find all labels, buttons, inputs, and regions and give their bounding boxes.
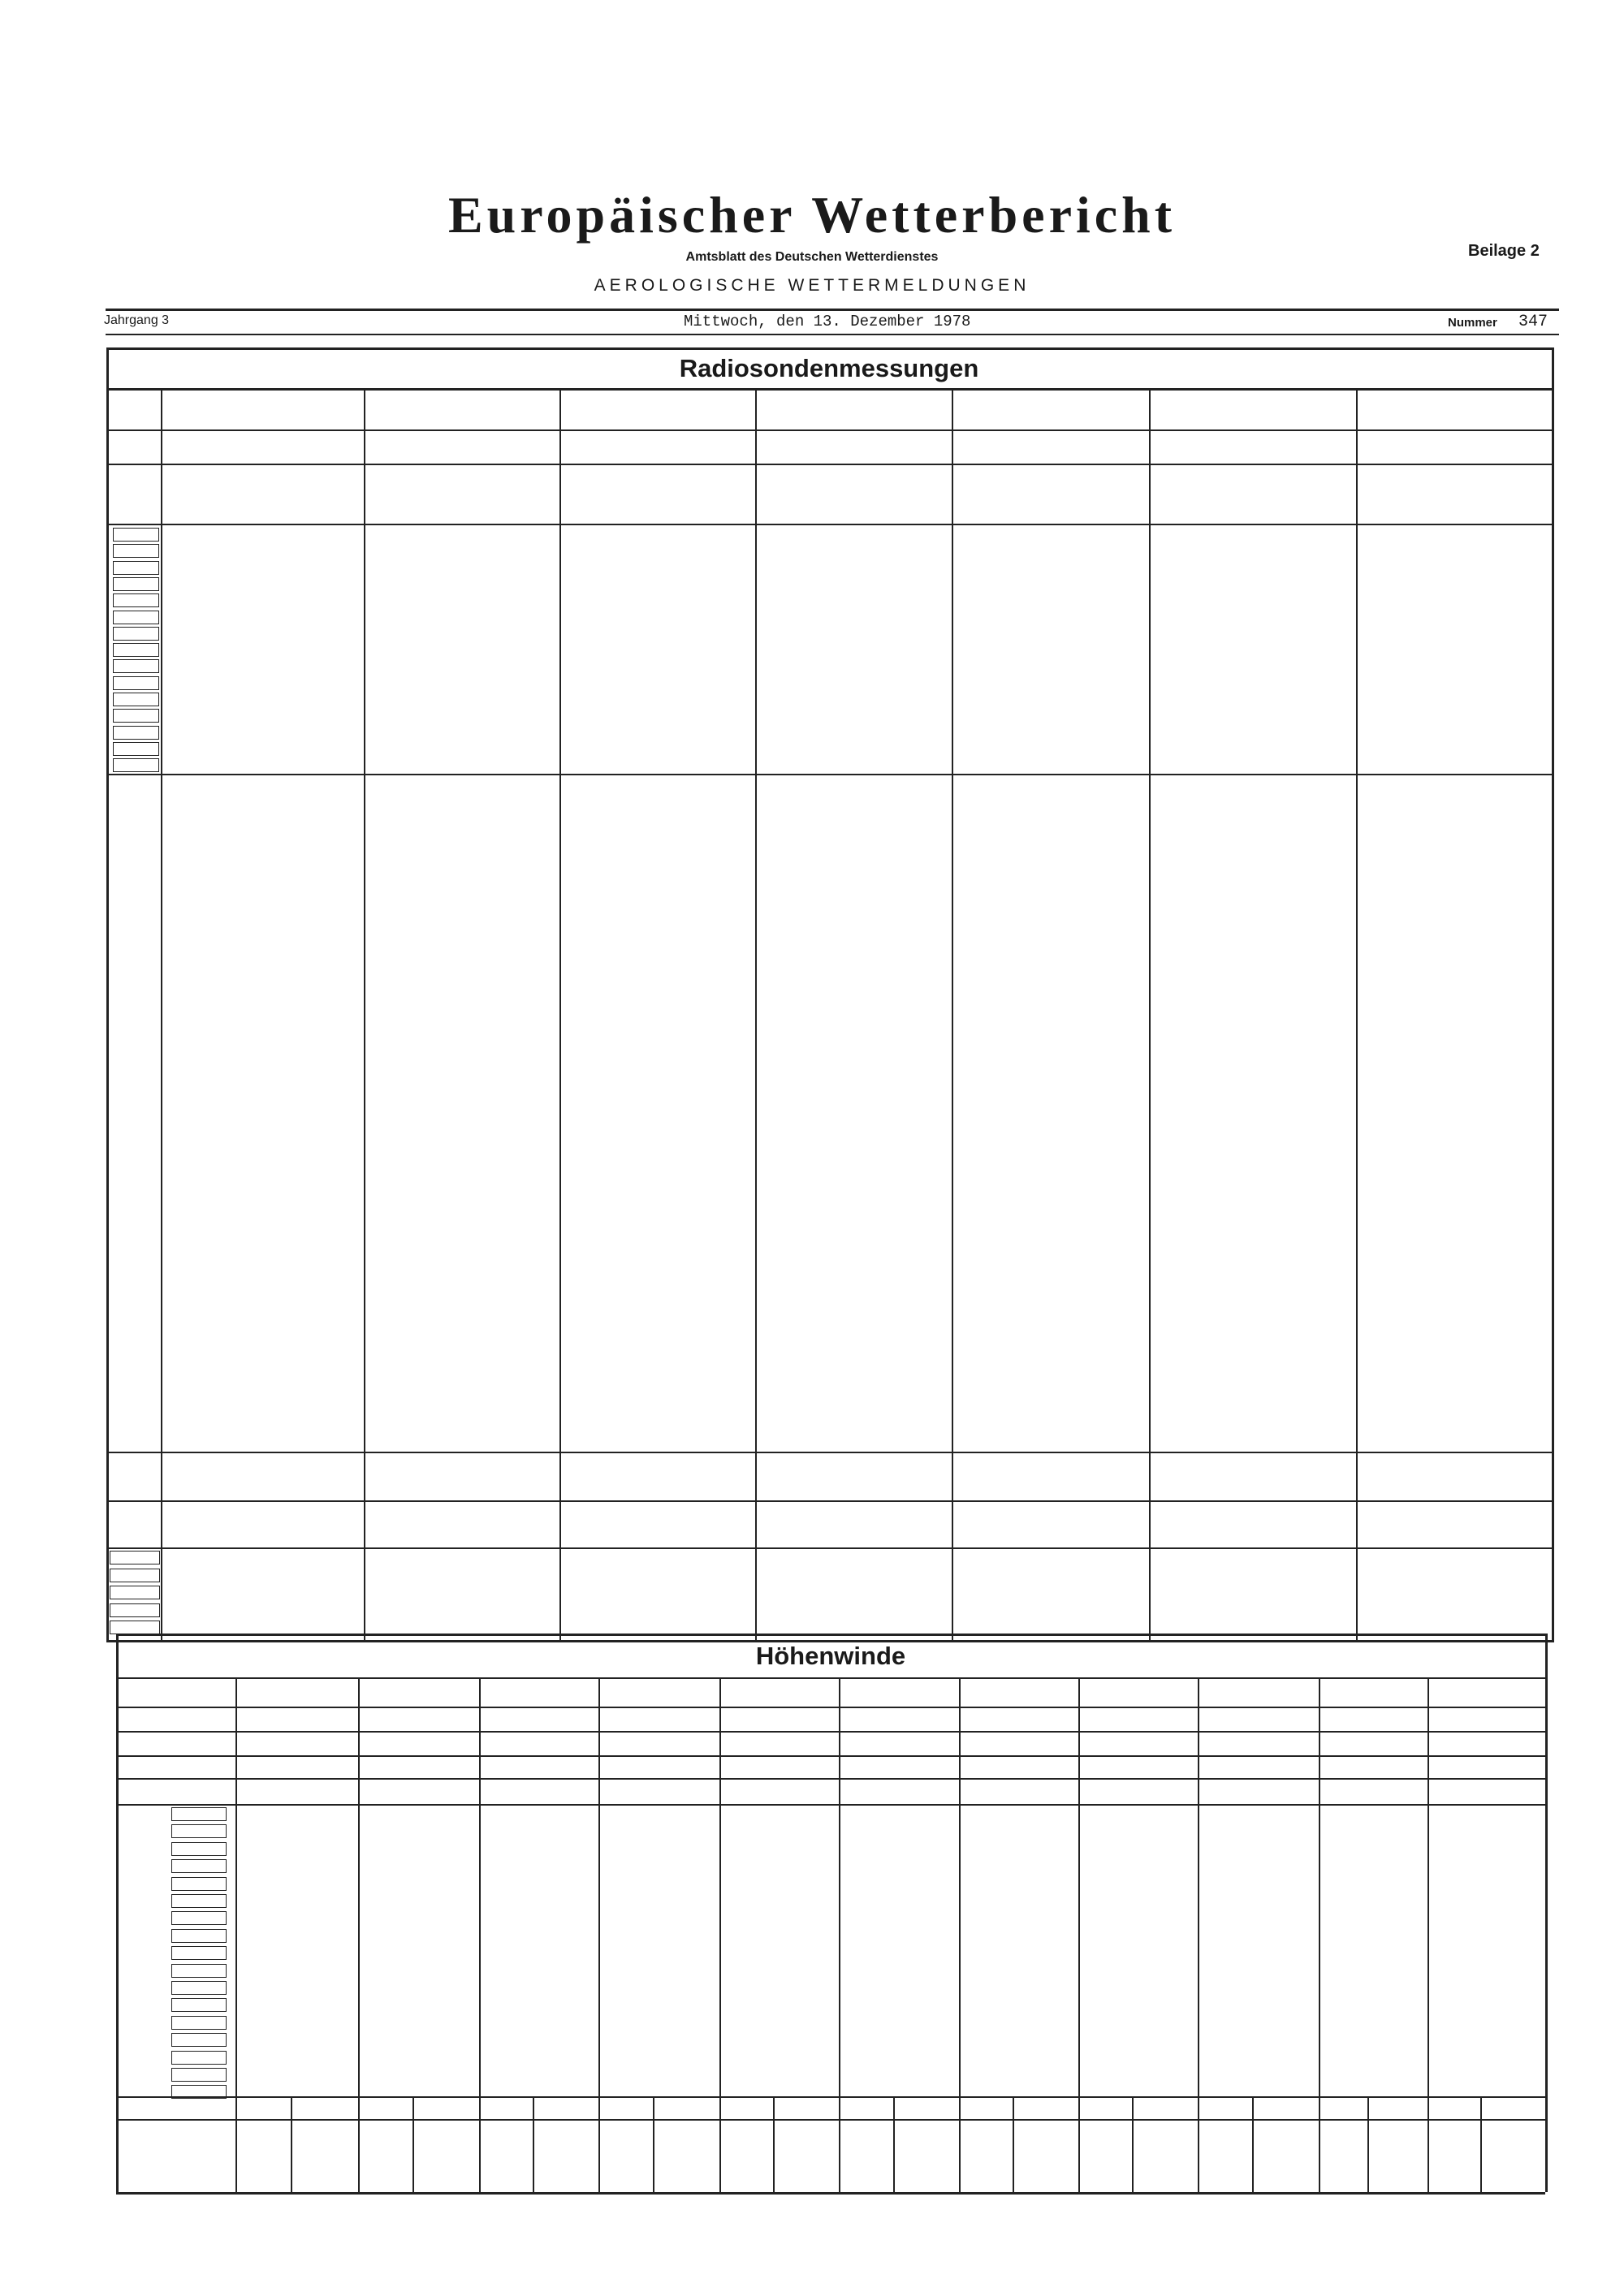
level-label [113,726,159,740]
rule-line [106,464,1552,465]
rule-line [291,2096,292,2192]
rule-line [116,1755,1545,1757]
level-label [113,561,159,575]
rule-line [116,1634,119,2192]
section-title: AEROLOGISCHE WETTERMELDUNGEN [594,276,1030,295]
number-label: Nummer [1448,316,1497,330]
rule-line [773,2096,775,2192]
wind-level-label [171,1929,227,1943]
rule-line [106,347,109,1642]
issue-number: 347 [1518,313,1548,331]
rule-line [116,1731,1545,1733]
rule-line [719,1677,721,2192]
rule-line [559,388,561,1640]
rule-line [1078,1677,1080,2192]
level-label [113,709,159,723]
level-label [113,758,159,772]
layer-label [110,1569,160,1582]
rule-line [412,2096,414,2192]
level-label [113,528,159,542]
layer-label [110,1621,160,1634]
rule-line [106,347,1552,350]
rule-line [839,1677,840,2192]
rule-line [479,1677,481,2192]
wind-level-label [171,1807,227,1821]
wind-level-label [171,2051,227,2065]
rule-line [116,2096,1545,2098]
rule-line [1545,1634,1548,2192]
issue-date: Mittwoch, den 13. Dezember 1978 [684,313,971,330]
rule-line [1149,388,1151,1640]
wind-level-label [171,1911,227,1925]
rule-line [364,388,365,1640]
radiosonde-title: Radiosondenmessungen [679,354,979,382]
level-label [113,544,159,558]
rule-line [106,524,1552,525]
rule-line [959,1677,961,2192]
rule-line [653,2096,654,2192]
rule-line [893,2096,895,2192]
level-label [113,593,159,607]
wind-level-label [171,1894,227,1908]
wind-level-label [171,2085,227,2099]
rule-line [952,388,953,1640]
rule-line [106,1500,1552,1502]
layer-label [110,1586,160,1599]
subtitle: Amtsblatt des Deutschen Wetterdienstes [685,250,939,264]
level-label [113,577,159,591]
rule-line [106,388,1552,391]
rule-line [116,2192,1545,2195]
wind-level-label [171,1998,227,2012]
rule-line [116,2119,1545,2121]
wind-level-label [171,1946,227,1960]
rule-line [1198,1677,1199,2192]
wind-level-label [171,2068,227,2082]
layer-label [110,1603,160,1617]
supplement-label: Beilage 2 [1468,242,1540,260]
level-label [113,643,159,657]
level-label [113,627,159,641]
rule-line [106,1452,1552,1453]
rule-line [358,1677,360,2192]
wind-level-label [171,1842,227,1856]
volume-label: Jahrgang 3 [104,313,170,327]
wind-level-label [171,1964,227,1978]
page-title: Europäischer Wetterbericht [447,186,1177,244]
wind-level-label [171,2016,227,2030]
level-label [113,611,159,624]
rule-line [1252,2096,1254,2192]
wind-level-label [171,2033,227,2047]
rule-line [1552,347,1554,1642]
winds-title: Höhenwinde [755,1642,906,1670]
rule-line [533,2096,534,2192]
rule-line [598,1677,600,2192]
rule-line [1367,2096,1369,2192]
wind-level-label [171,1981,227,1995]
rule-line [1427,1677,1429,2192]
rule-line [1480,2096,1482,2192]
rule-line [116,1634,1545,1636]
rule-line [106,429,1552,431]
rule-line [106,1547,1552,1549]
wind-level-label [171,1877,227,1891]
rule-line [106,774,1552,775]
level-label [113,693,159,706]
level-label [113,659,159,673]
level-label [113,742,159,756]
rule-line [235,1677,237,2192]
layer-label [110,1551,160,1564]
wind-level-label [171,1859,227,1873]
rule-line [116,1707,1545,1708]
rule-line [161,388,162,1640]
rule-line [116,1778,1545,1780]
rule-line [1132,2096,1134,2192]
rule-line [116,1677,1545,1679]
rule-line [1013,2096,1014,2192]
wind-level-label [171,1824,227,1838]
rule-line [1356,388,1358,1640]
rule-line [755,388,757,1640]
rule-line [116,1804,1545,1806]
level-label [113,676,159,690]
rule-line [1319,1677,1320,2192]
